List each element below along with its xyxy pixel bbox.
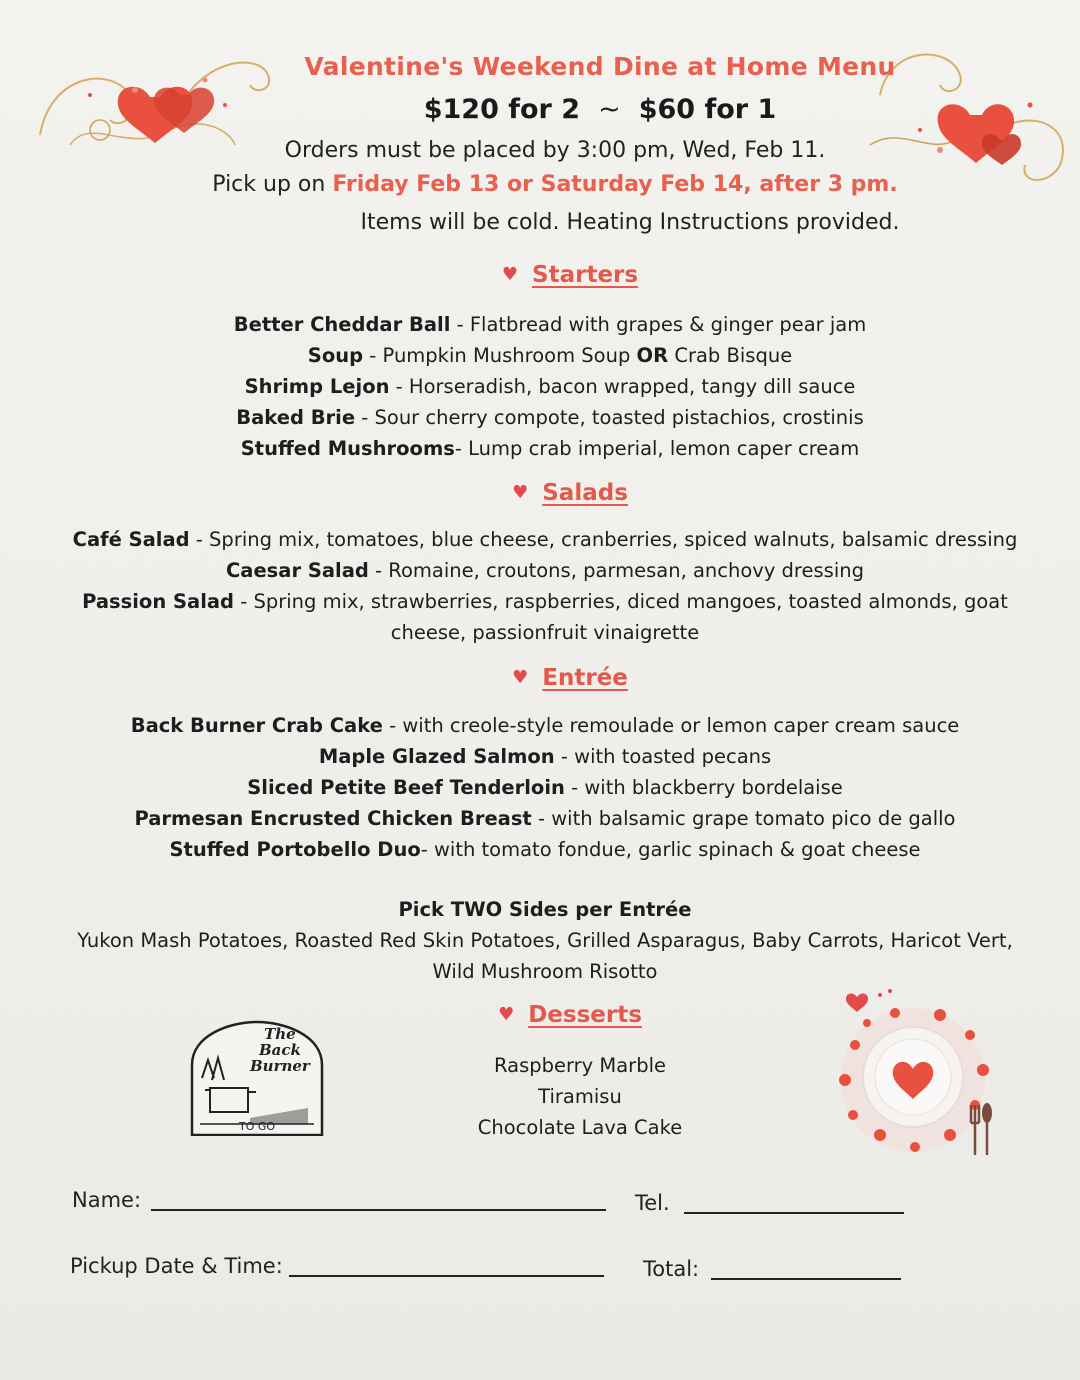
dish-description: - with creole-style remoulade or lemon caper cream sauce	[382, 714, 960, 737]
price-for-two: $120 for 2	[423, 94, 581, 125]
dish-name: Caesar Salad	[225, 559, 369, 582]
name-field	[72, 1187, 606, 1212]
price-line	[60, 94, 1080, 125]
tel-label: Tel.	[635, 1191, 670, 1215]
name-input-line[interactable]	[151, 1187, 606, 1211]
list-item	[10, 433, 1080, 464]
order-deadline: Orders must be placed by 3:00 pm, Wed, Feb 11.	[284, 138, 826, 163]
entree-heading	[30, 665, 1080, 691]
logo-text-back: Back	[258, 1041, 301, 1059]
salads-heading	[30, 480, 1080, 506]
heart-plate-decoration	[825, 985, 1000, 1160]
dish-description: - Sour cherry compote, toasted pistachios, crostinis	[355, 406, 864, 429]
list-item	[5, 803, 1080, 834]
desserts-heading-label: Desserts	[528, 1002, 642, 1028]
pickup-datetime-field	[70, 1253, 604, 1278]
dish-name: Stuffed Portobello Duo	[169, 838, 421, 861]
list-item	[5, 555, 1080, 586]
list-item	[10, 309, 1080, 340]
list-item	[5, 524, 1080, 555]
logo-tag: TO GO	[238, 1120, 276, 1133]
dish-description: - Lump crab imperial, lemon caper cream	[454, 437, 860, 460]
list-item	[10, 402, 1080, 433]
pickup-datetime-input-line[interactable]	[289, 1253, 604, 1277]
list-item	[5, 772, 1080, 803]
heart-icon: ♥	[512, 667, 529, 688]
list-item: Tiramisu	[538, 1085, 622, 1108]
sides-line: Wild Mushroom Risotto	[432, 960, 658, 983]
dish-name: Better Cheddar Ball	[233, 313, 451, 336]
salads-heading-label: Salads	[542, 480, 628, 506]
dish-or: OR	[636, 344, 669, 367]
name-label: Name:	[72, 1188, 142, 1212]
price-for-one: $60 for 1	[638, 94, 777, 125]
dish-description-extra: Crab Bisque	[668, 344, 793, 367]
dish-name: Shrimp Lejon	[244, 375, 390, 398]
back-burner-logo	[190, 1020, 324, 1136]
menu-title: Valentine's Weekend Dine at Home Menu	[304, 52, 896, 81]
sides-section	[5, 894, 1080, 987]
dish-name: Maple Glazed Salmon	[318, 745, 555, 768]
list-item	[5, 617, 1080, 648]
salads-list	[5, 524, 1080, 648]
dish-description: - Flatbread with grapes & ginger pear jam	[450, 313, 867, 336]
list-item: Raspberry Marble	[494, 1054, 666, 1077]
heart-icon: ♥	[498, 1004, 515, 1025]
list-item	[10, 340, 1080, 371]
logo-text-the: The	[264, 1025, 296, 1043]
tel-field	[635, 1190, 904, 1215]
dish-description: - Spring mix, strawberries, raspberries, diced mangoes, toasted almonds, goat	[234, 590, 1008, 613]
dish-description: - Romaine, croutons, parmesan, anchovy dressing	[368, 559, 864, 582]
pickup-days: Friday Feb 13 or Saturday Feb 14, after 3 pm.	[332, 172, 898, 197]
list-item	[10, 371, 1080, 402]
heart-icon: ♥	[501, 264, 519, 285]
starters-heading	[30, 262, 1080, 288]
dish-description: - with balsamic grape tomato pico de gallo	[531, 807, 956, 830]
pickup-prefix: Pick up on	[212, 172, 333, 197]
heating-note: Items will be cold. Heating Instructions provided.	[360, 210, 900, 235]
logo-text-burner: Burner	[250, 1057, 310, 1075]
dish-name: Baked Brie	[236, 406, 356, 429]
dish-description: - with tomato fondue, garlic spinach & goat cheese	[420, 838, 921, 861]
dish-name: Parmesan Encrusted Chicken Breast	[134, 807, 532, 830]
dish-name: Soup	[307, 344, 364, 367]
dish-name: Café Salad	[72, 528, 190, 551]
dish-name: Back Burner Crab Cake	[130, 714, 383, 737]
dish-name: Sliced Petite Beef Tenderloin	[247, 776, 565, 799]
list-item	[5, 741, 1080, 772]
tel-input-line[interactable]	[684, 1190, 904, 1214]
logo-wordmark	[250, 1026, 310, 1074]
total-input-line[interactable]	[711, 1256, 901, 1280]
heart-icon: ♥	[512, 482, 529, 503]
list-item: Chocolate Lava Cake	[477, 1116, 683, 1139]
list-item	[5, 710, 1080, 741]
dish-description: cheese, passionfruit vinaigrette	[390, 621, 700, 644]
dish-name: Stuffed Mushrooms	[240, 437, 455, 460]
price-separator: ~	[598, 94, 621, 125]
total-label: Total:	[643, 1257, 700, 1281]
sides-heading: Pick TWO Sides per Entrée	[398, 898, 692, 921]
dish-name: Passion Salad	[82, 590, 235, 613]
dish-description: - Horseradish, bacon wrapped, tangy dill sauce	[389, 375, 856, 398]
total-field	[643, 1256, 901, 1281]
starters-list	[10, 309, 1080, 464]
sides-line: Yukon Mash Potatoes, Roasted Red Skin Potatoes, Grilled Asparagus, Baby Carrots, Haricot Vert,	[77, 929, 1013, 952]
list-item	[5, 834, 1080, 865]
entree-heading-label: Entrée	[542, 665, 628, 691]
dish-description: - Spring mix, tomatoes, blue cheese, cranberries, spiced walnuts, balsamic dressing	[189, 528, 1018, 551]
dish-description: - with toasted pecans	[554, 745, 772, 768]
pickup-info	[15, 172, 1080, 197]
entree-list	[5, 710, 1080, 865]
list-item	[5, 586, 1080, 617]
starters-heading-label: Starters	[532, 262, 639, 288]
dish-description: - Pumpkin Mushroom Soup	[363, 344, 637, 367]
pickup-datetime-label: Pickup Date & Time:	[70, 1254, 283, 1278]
dish-description: - with blackberry bordelaise	[564, 776, 843, 799]
